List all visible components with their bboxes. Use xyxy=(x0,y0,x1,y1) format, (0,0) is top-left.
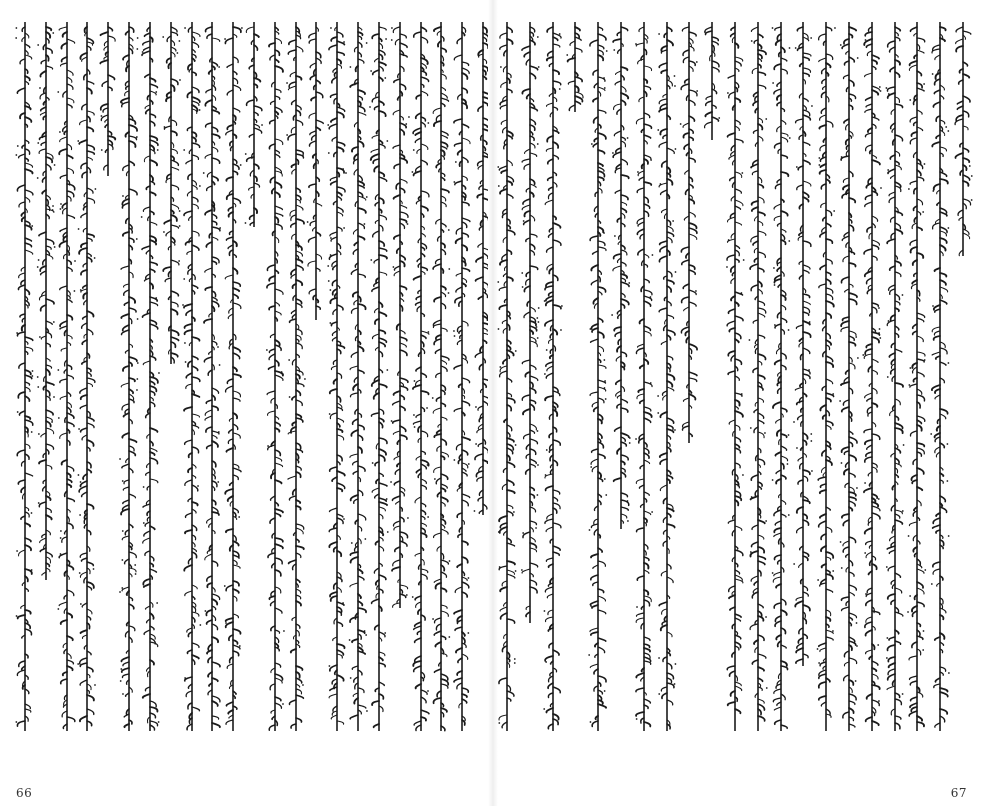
text-column xyxy=(347,18,369,738)
text-column xyxy=(519,18,541,738)
text-column xyxy=(368,18,390,738)
text-column xyxy=(861,18,883,738)
text-column xyxy=(76,18,98,738)
text-column xyxy=(181,18,203,738)
text-column xyxy=(410,18,432,738)
text-column xyxy=(564,18,586,738)
text-column xyxy=(633,18,655,738)
right-page-number: 67 xyxy=(950,786,967,800)
right-page xyxy=(492,0,985,806)
text-column xyxy=(496,18,518,738)
text-column xyxy=(389,18,411,738)
text-column xyxy=(929,18,951,738)
text-column xyxy=(952,18,974,738)
text-column xyxy=(701,18,723,738)
text-column xyxy=(264,18,286,738)
text-column xyxy=(610,18,632,738)
text-column xyxy=(656,18,678,738)
text-column xyxy=(747,18,769,738)
text-column xyxy=(451,18,473,738)
text-column xyxy=(285,18,307,738)
text-column xyxy=(118,18,140,738)
text-column xyxy=(678,18,700,738)
text-column xyxy=(838,18,860,738)
text-column xyxy=(587,18,609,738)
text-column xyxy=(97,18,119,738)
text-column xyxy=(542,18,564,738)
text-column xyxy=(160,18,182,738)
text-column xyxy=(884,18,906,738)
text-column xyxy=(792,18,814,738)
left-page xyxy=(0,0,492,806)
left-page-number: 66 xyxy=(16,786,33,800)
text-column xyxy=(906,18,928,738)
text-column xyxy=(201,18,223,738)
text-column xyxy=(139,18,161,738)
text-column xyxy=(724,18,746,738)
text-column xyxy=(243,18,265,738)
text-column xyxy=(326,18,348,738)
text-column xyxy=(430,18,452,738)
text-column xyxy=(222,18,244,738)
text-column xyxy=(305,18,327,738)
text-column xyxy=(770,18,792,738)
text-column xyxy=(56,18,78,738)
text-column xyxy=(815,18,837,738)
text-column xyxy=(14,18,36,738)
text-column xyxy=(35,18,57,738)
